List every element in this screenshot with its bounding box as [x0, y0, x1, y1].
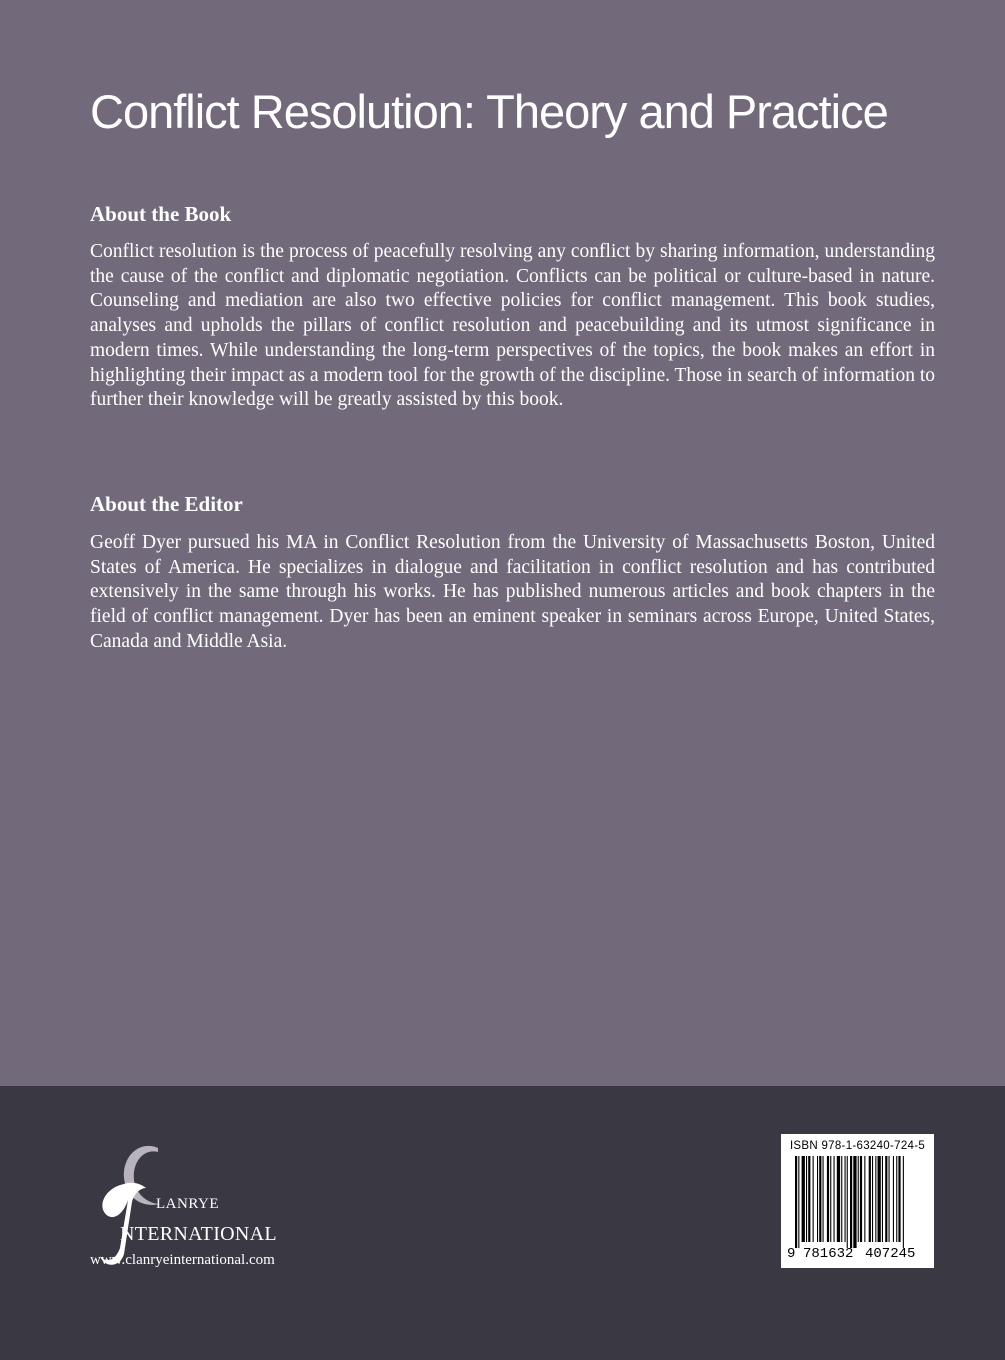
barcode-bar	[795, 1156, 797, 1248]
barcode-bar	[834, 1156, 835, 1242]
barcode-bar	[882, 1156, 883, 1242]
barcode-bar	[798, 1156, 799, 1248]
barcode-bar	[806, 1156, 807, 1242]
barcode-bar	[850, 1156, 852, 1248]
barcode-digits-left: 781632	[803, 1246, 854, 1262]
barcode-bar	[847, 1156, 848, 1248]
barcode-panel	[781, 1134, 934, 1268]
barcode-bar	[845, 1156, 846, 1242]
barcode-bar	[830, 1156, 831, 1242]
barcode-bar	[837, 1156, 840, 1242]
publisher-logo-line1: LANRYE	[156, 1196, 219, 1212]
barcode-digit-lead: 9	[787, 1246, 796, 1262]
publisher-website: www.clanryeinternational.com	[90, 1252, 275, 1268]
about-editor-heading: About the Editor	[90, 492, 243, 516]
barcode-bar	[802, 1156, 805, 1242]
barcode-bar	[827, 1156, 829, 1242]
barcode-bars	[781, 1156, 934, 1248]
about-book-text: Conflict resolution is the process of peacefully resolving any conflict by sharing information, understanding the cause of the conflict and diplomatic negotiation. Conflicts can be political or culture-based in nature. Counseling and mediation are also two effective policies for conflict management. This book studies, analyses and upholds the pillars of conflict resolution and peacebuilding and its utmost significance in modern times. While understanding the long-term perspectives of the topics, the book makes an effort in highlighting their impact as a modern tool for the growth of the discipline. Those in search of information to further their knowledge will be greatly assisted by this book.	[90, 241, 935, 411]
barcode-bar	[813, 1156, 814, 1242]
barcode-bar	[819, 1156, 821, 1242]
barcode-bar	[875, 1156, 876, 1242]
barcode-bar	[893, 1156, 894, 1242]
book-title: Conflict Resolution: Theory and Practice	[90, 85, 888, 138]
barcode-bar	[872, 1156, 873, 1242]
about-book-heading: About the Book	[90, 202, 232, 226]
barcode-bar	[869, 1156, 871, 1242]
barcode-bar	[853, 1156, 856, 1248]
barcode-bar	[896, 1156, 897, 1242]
barcode-bar	[885, 1156, 887, 1242]
barcode-bar	[898, 1156, 900, 1242]
about-editor-text: Geoff Dyer pursued his MA in Conflict Resolution from the University of Massachusetts Boston, United States of America. He specializes in dialogue and facilitation in conflict resolution and has contributed extensively in the same through his works. He has published numerous articles and book chapters in the field of conflict management. Dyer has been an eminent speaker in seminars across Europe, United States, Canada and Middle Asia.	[90, 532, 935, 652]
barcode-bar	[860, 1156, 862, 1242]
barcode-bar	[889, 1156, 890, 1242]
barcode-bar	[878, 1156, 881, 1242]
barcode-bar	[841, 1156, 842, 1242]
isbn-label: ISBN 978-1-63240-724-5	[789, 1140, 926, 1152]
barcode-bar	[858, 1156, 859, 1242]
barcode-bar	[823, 1156, 824, 1242]
barcode-bar	[903, 1156, 904, 1248]
publisher-logo-line2: NTERNATIONAL	[120, 1223, 277, 1245]
barcode-bar	[817, 1156, 818, 1242]
barcode-bar	[808, 1156, 810, 1242]
barcode-digits-right: 407245	[865, 1246, 916, 1262]
barcode-bar	[864, 1156, 865, 1242]
